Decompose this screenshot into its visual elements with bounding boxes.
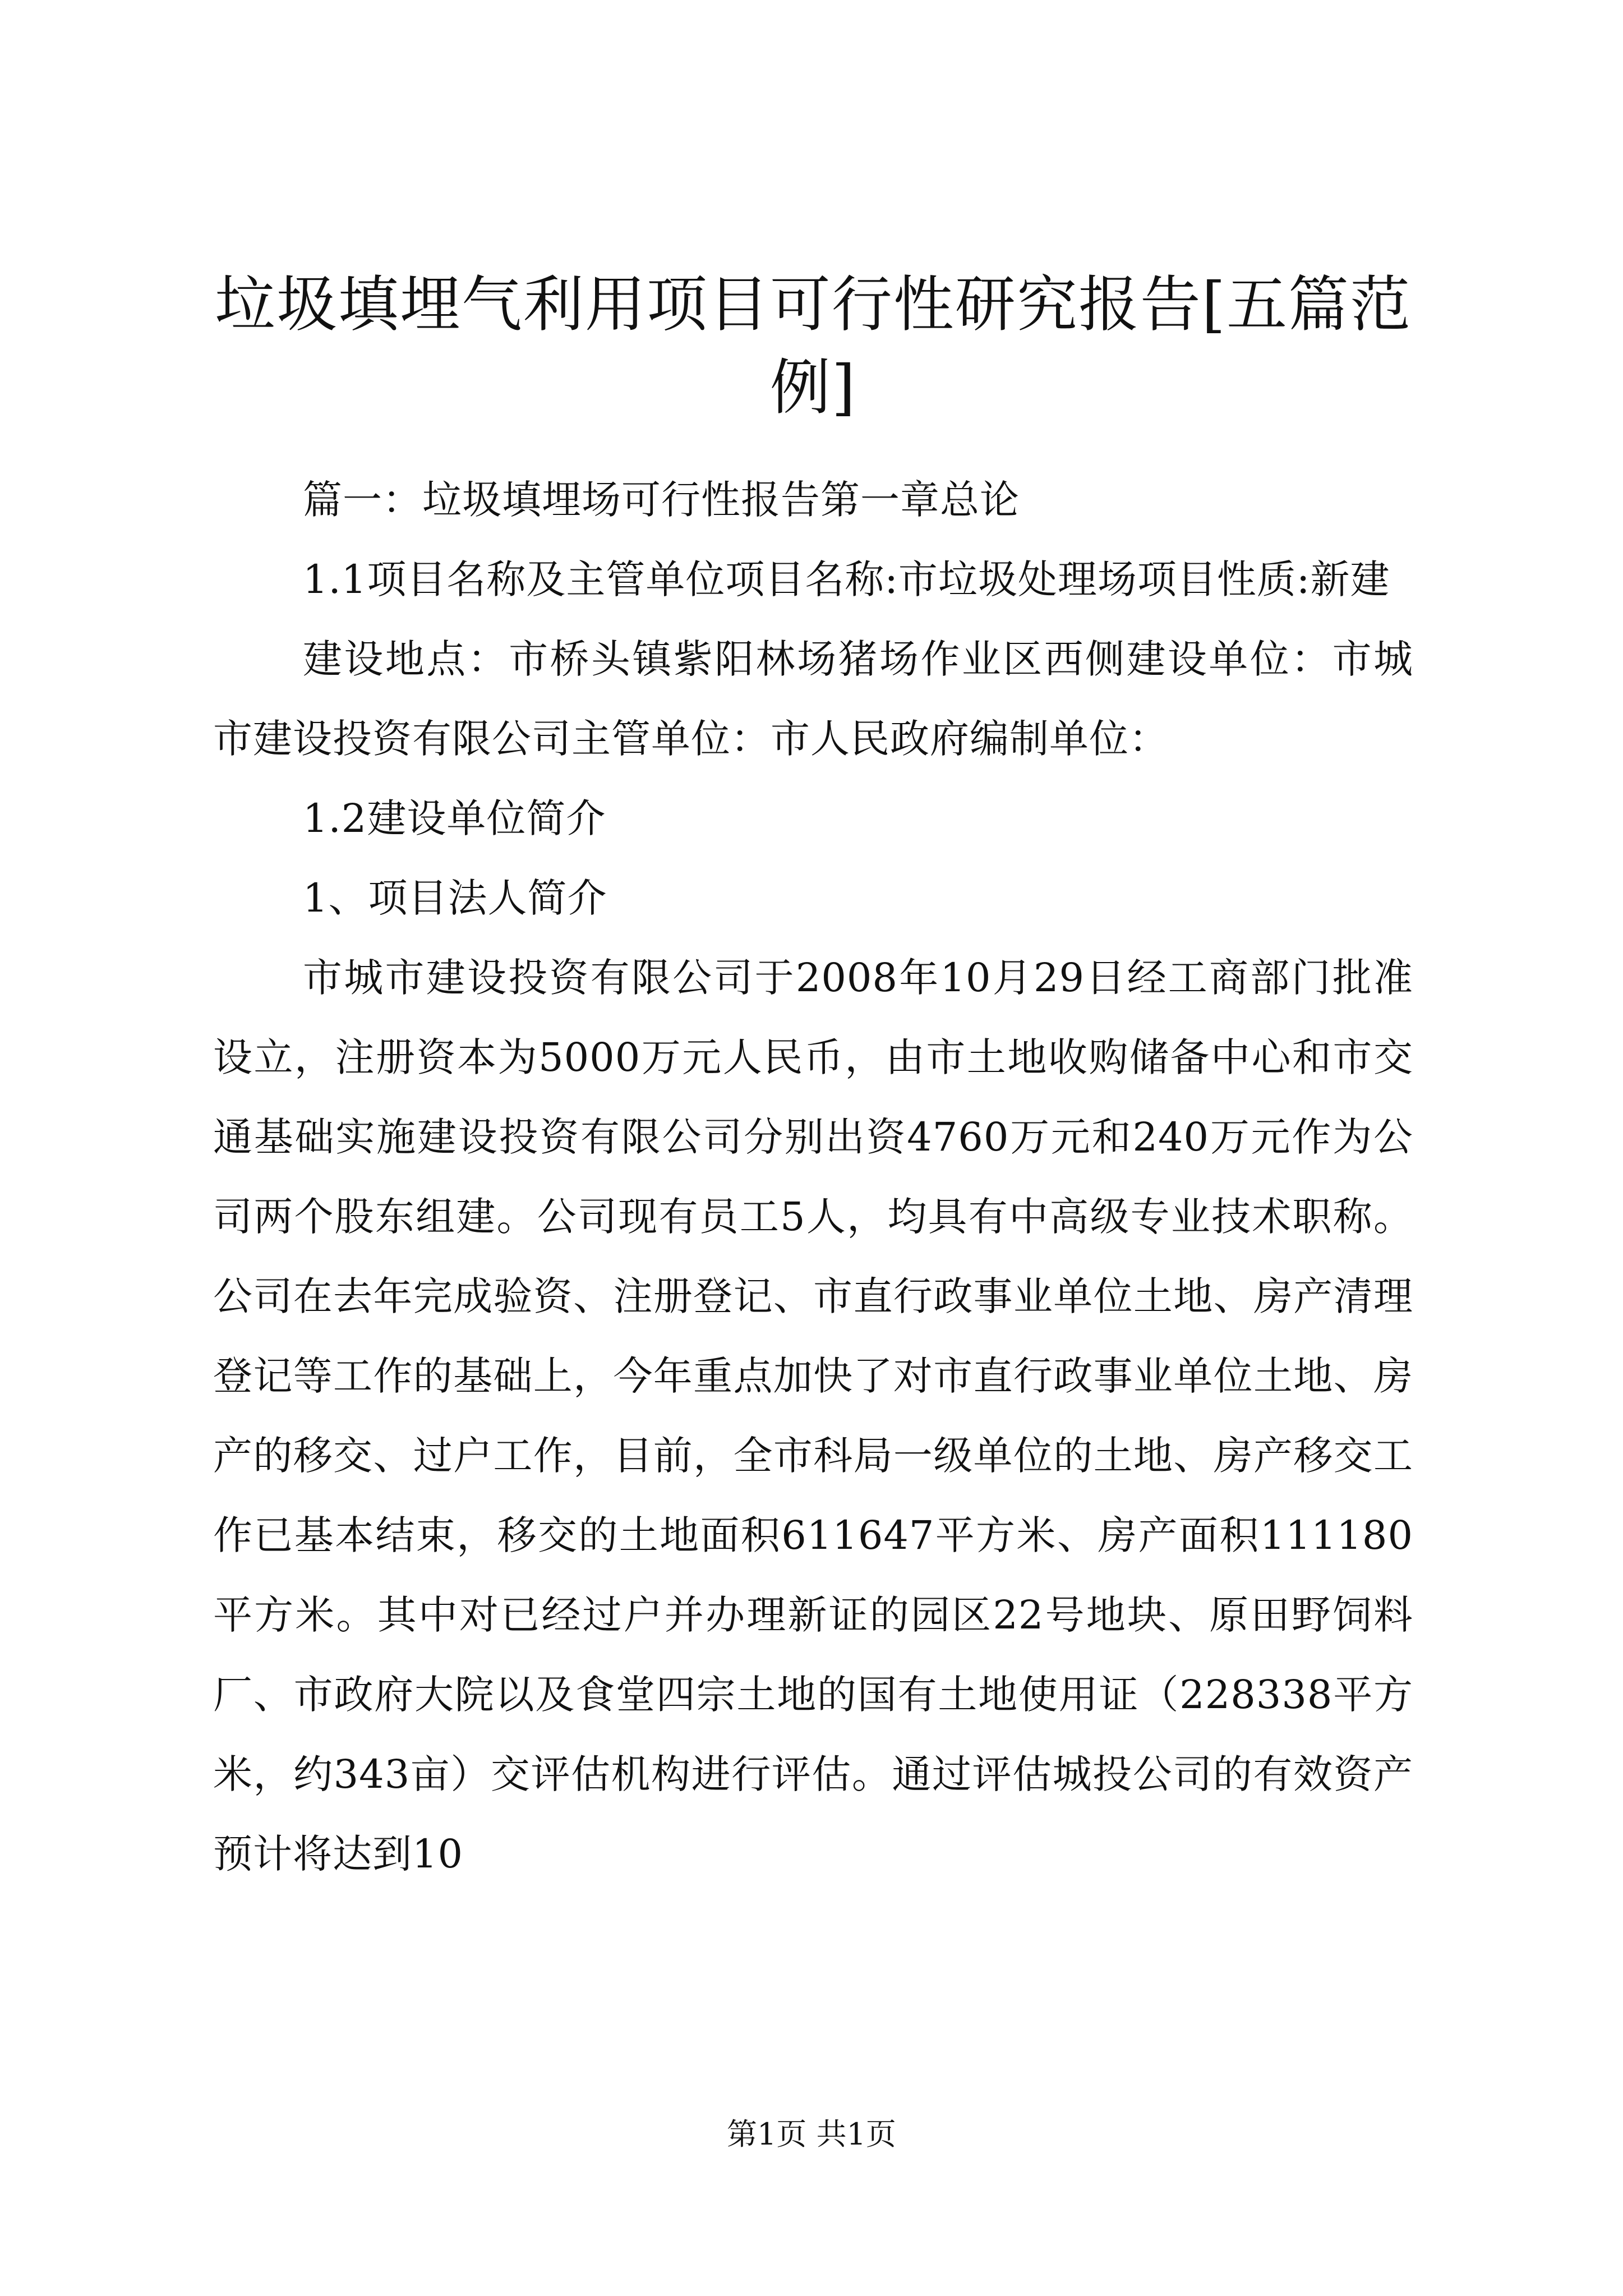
- paragraph-project-name: 1.1项目名称及主管单位项目名称:市垃圾处理场项目性质:新建: [303, 556, 1390, 602]
- paragraph-chapter-heading: 篇一：垃圾填埋场可行性报告第一章总论: [303, 477, 1020, 523]
- paragraph-company-intro: 市城市建设投资有限公司于2008年10月29日经工商部门批准设立，注册资本为5000万元人民币，由市土地收购储备中心和市交通基础实施建设投资有限公司分别出资4760万元和240万元作为公司两个股东组建。公司现有员工5人，均具有中高级专业技术职称。公司在去年完成验资、注册登记、市直行政事业单位土地、房产清理登记等工作的基础上，今年重点加快了对市直行政事业单位土地、房产的移交、过户工作，目前，全市科局一级单位的土地、房产移交工作已基本结束，移交的土地面积611647平方米、房产面积111180平方米。其中对已经过户并办理新证的园区22号地块、原田野饲料厂、市政府大院以及食堂四宗土地的国有土地使用证（228338平方米，约343亩）交评估机构进行评估。通过评估城投公司的有效资产预计将达到10: [213, 955, 1413, 1877]
- paragraph-construction-site: 建设地点：市桥头镇紫阳林场猪场作业区西侧建设单位：市城市建设投资有限公司主管单位：市人民政府编制单位：: [213, 636, 1413, 762]
- document-body: [213, 460, 1413, 1894]
- document-title: 垃圾填埋气利用项目可行性研究报告[五篇范例]: [214, 270, 1412, 423]
- paragraph-subsection-heading: 1、项目法人简介: [303, 875, 607, 921]
- page-number-footer: 第1页 共1页: [727, 2116, 896, 2152]
- paragraph-section-heading: 1.2建设单位简介: [303, 795, 606, 841]
